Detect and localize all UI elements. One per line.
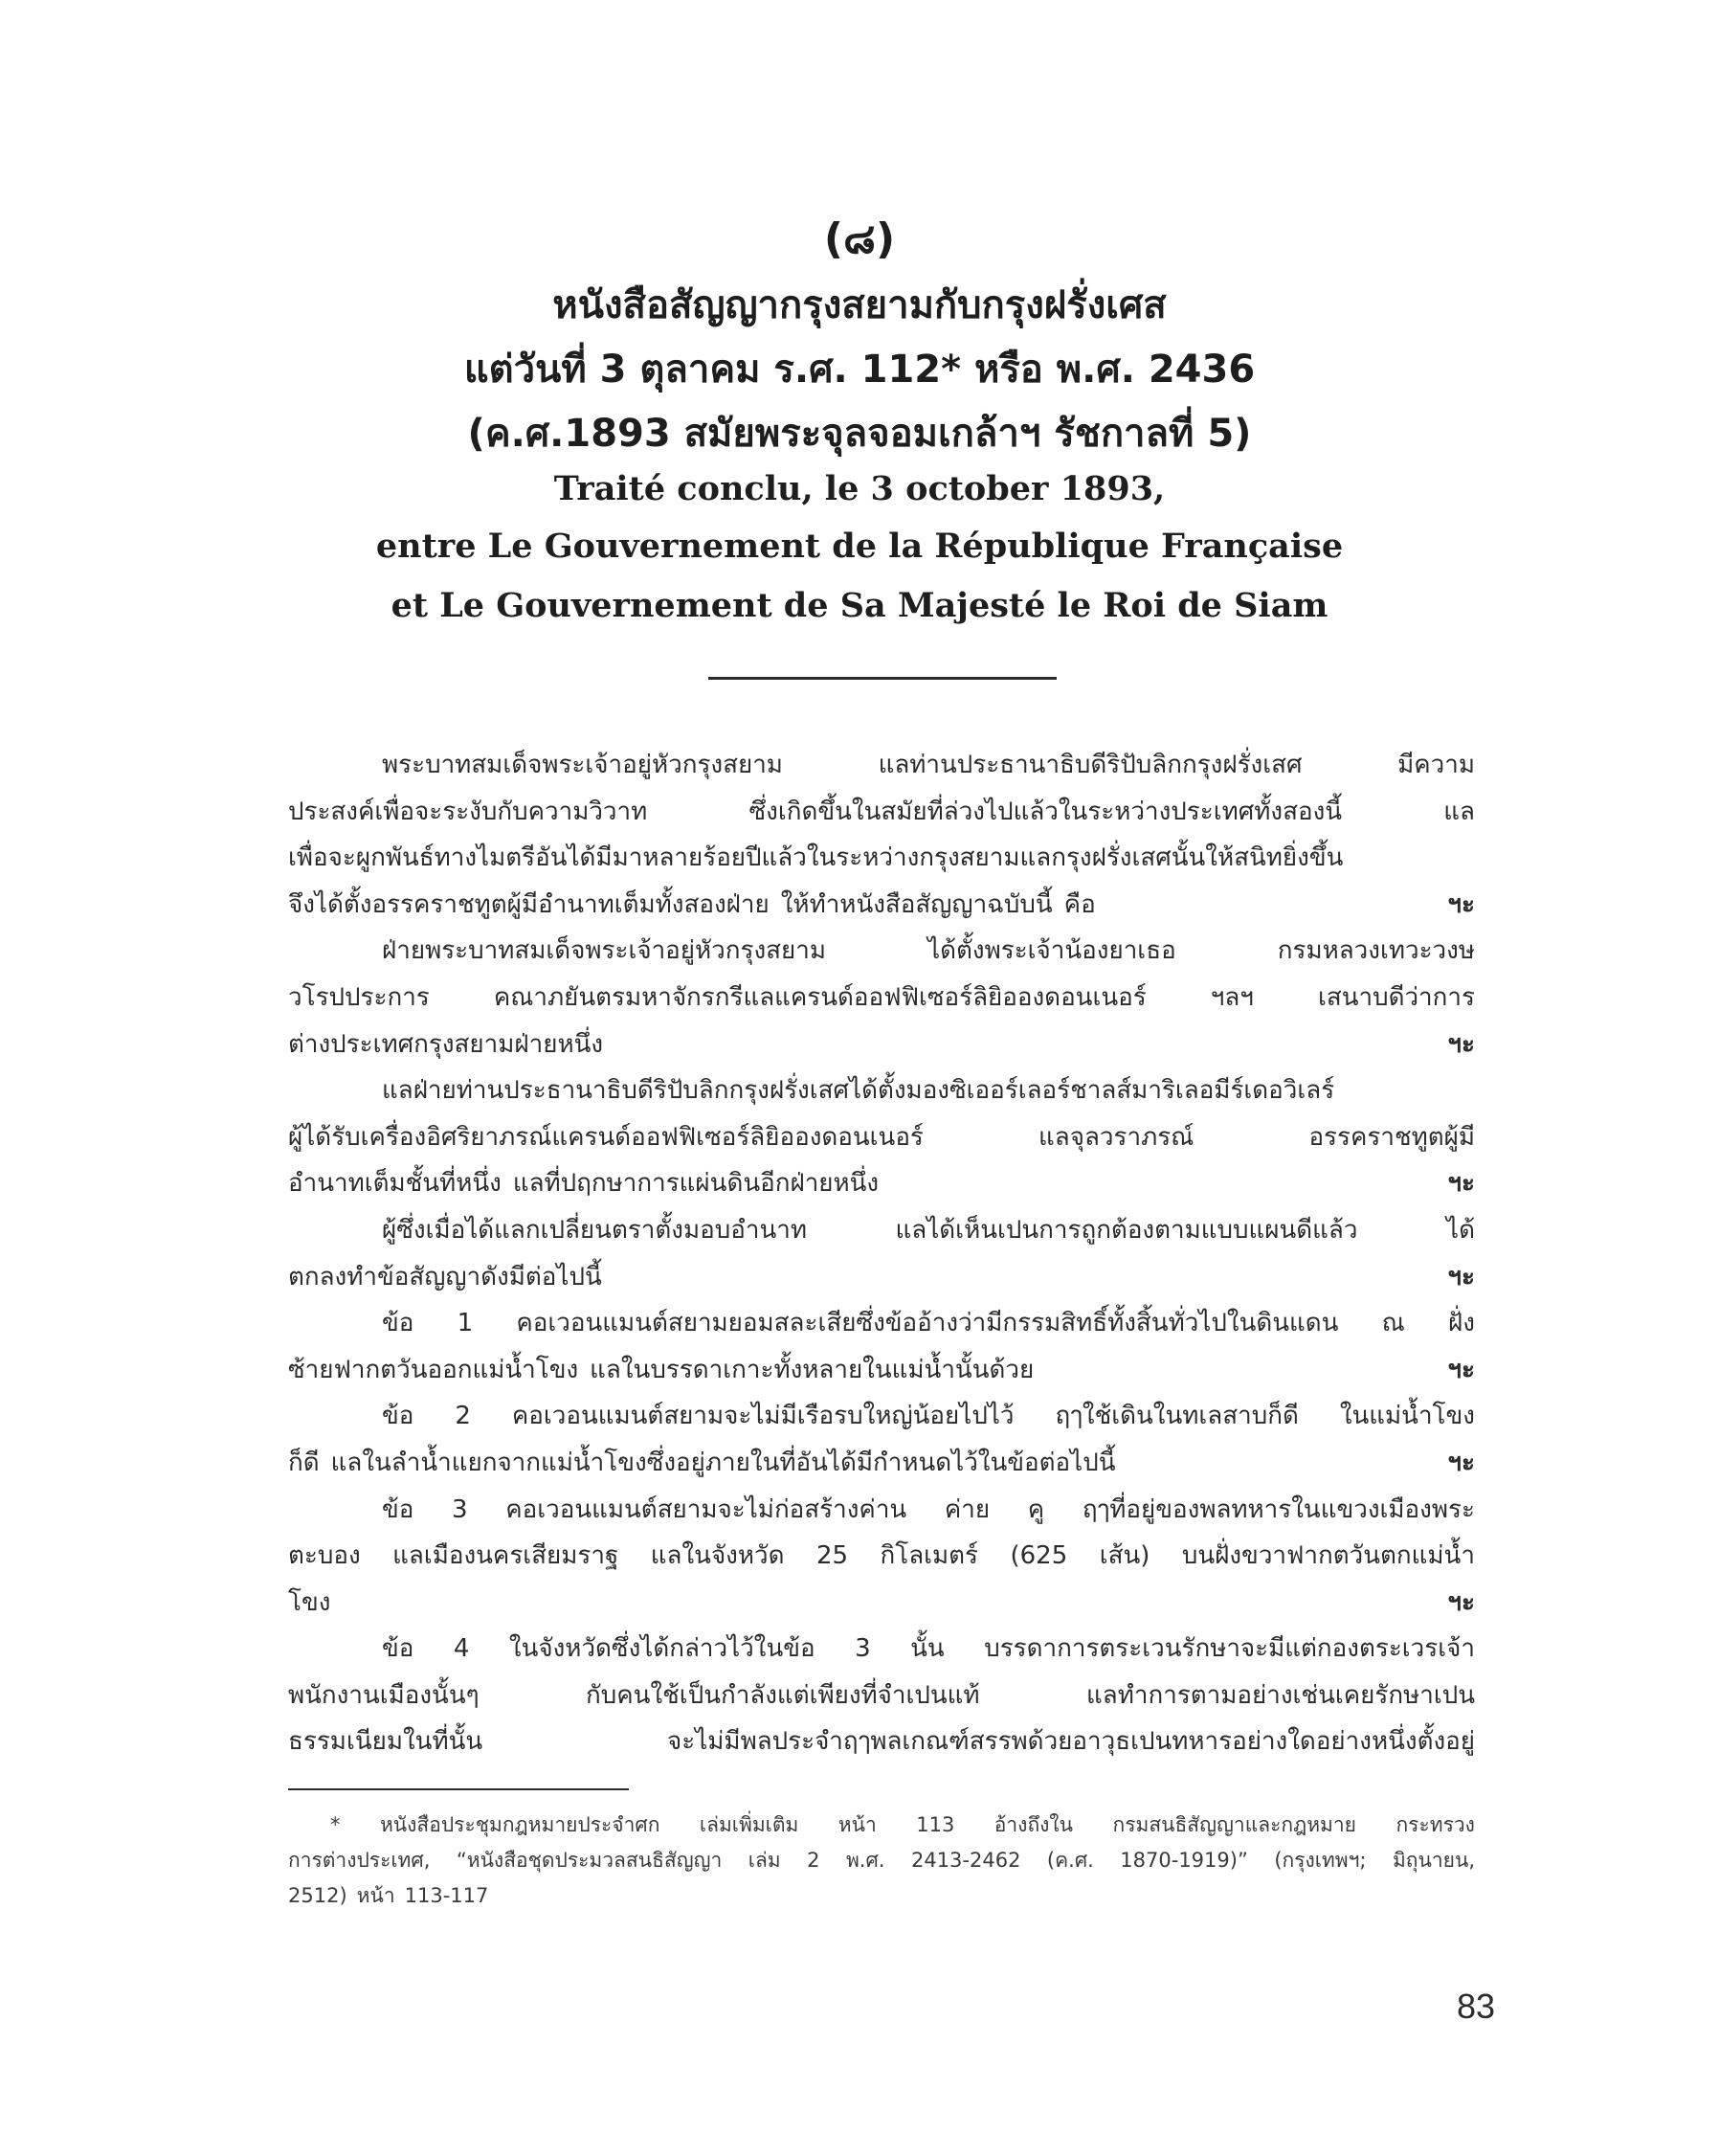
body-line: พระบาทสมเด็จพระเจ้าอยู่หัวกรุงสยาม แลท่านประธานาธิบดีริปับลิกกรุงฝรั่งเสศ มีความ — [382, 751, 1475, 779]
footnote-line: 2512) หน้า 113-117 — [288, 1884, 489, 1907]
body-line: ฝ่ายพระบาทสมเด็จพระเจ้าอยู่หัวกรุงสยาม ได้ตั้งพระเจ้าน้องยาเธอ กรมหลวงเทวะวงษ — [382, 936, 1475, 966]
body-line: แลฝ่ายท่านประธานาธิบดีริปับลิกกรุงฝรั่งเสศได้ตั้งมองซิเออร์เลอร์ชาลส์มาริเลอมีร์เดอวิเลร์ — [382, 1076, 1335, 1106]
body-line: จึงได้ตั้งอรรคราชทูตผู้มีอำนาทเต็มทั้งสองฝ่าย ให้ทำหนังสือสัญญาฉบับนี้ คือ ฯะ — [288, 882, 1475, 929]
page-number: 83 — [1456, 1987, 1495, 2026]
body-line: ต่างประเทศกรุงสยามฝ่ายหนึ่ง ฯะ — [288, 1022, 1475, 1068]
body-line: ผู้ได้รับเครื่องอิศริยาภรณ์แครนด์ออฟฟิเซอร์ลิยิอองดอนเนอร์ แลจุลวราภรณ์ อรรคราชทูตผู้มี — [288, 1122, 1475, 1152]
thai-title-line-3: (ค.ศ.1893 สมัยพระจุลจอมเกล้าฯ รัชกาลที่ 5) — [467, 412, 1252, 456]
french-title-line-2: entre Le Gouvernement de la République Française — [375, 527, 1344, 566]
paragraph-end-mark: ฯะ — [1447, 889, 1475, 919]
title-divider — [708, 677, 1057, 680]
paragraph-end-mark: ฯะ — [1447, 1448, 1475, 1477]
body-line: วโรปประการ คณาภยันตรมหาจักรกรีแลแครนด์ออฟฟิเซอร์ลิยิอองดอนเนอร์ ฯลฯ เสนาบดีว่าการ — [288, 982, 1475, 1012]
body-line: ข้อ 1 คอเวอนแมนต์สยามยอมสละเสียซึ่งข้ออ้างว่ามีกรรมสิทธิ์ทั้งสิ้นทั่วไปในดินแดน ณ ฝั่ง — [382, 1309, 1475, 1338]
body-line: ซ้ายฟากตวันออกแม่น้ำโขง แลในบรรดาเกาะทั้งหลายในแม่น้ำนั้นด้วย ฯะ — [288, 1347, 1475, 1394]
footnote — [288, 1808, 1475, 1914]
paragraph-end-mark: ฯะ — [1447, 1587, 1475, 1617]
thai-title-line-1: หนังสือสัญญากรุงสยามกับกรุงฝรั่งเศส — [552, 283, 1167, 327]
body-line: ตกลงทำข้อสัญญาดังมีต่อไปนี้ ฯะ — [288, 1254, 1475, 1301]
paragraph-end-mark: ฯะ — [1447, 1029, 1475, 1059]
body-line: อำนาทเต็มชั้นที่หนึ่ง แลที่ปฤกษาการแผ่นดินอีกฝ่ายหนึ่ง ฯะ — [288, 1160, 1475, 1207]
french-title-line-1: Traité conclu, le 3 october 1893, — [553, 469, 1166, 508]
thai-title-line-2: แต่วันที่ 3 ตุลาคม ร.ศ. 112* หรือ พ.ศ. 2436 — [463, 348, 1256, 392]
body-line: ข้อ 2 คอเวอนแมนต์สยามจะไม่มีเรือรบใหญ่น้อยไปไว้ ฤๅใช้เดินในทเลสาบก็ดี ในแม่น้ำโขง — [382, 1402, 1475, 1431]
body-line: ข้อ 3 คอเวอนแมนต์สยามจะไม่ก่อสร้างค่าน ค่าย คู ฤๅที่อยู่ของพลทหารในแขวงเมืองพระ — [382, 1494, 1475, 1524]
body-line: เพื่อจะผูกพันธ์ทางไมตรีอันได้มีมาหลายร้อยปีแล้วในระหว่างกรุงสยามแลกรุงฝรั่งเสศนั้นให้สนิทยิ่งขึ้น — [288, 843, 1344, 873]
body-line: ธรรมเนียมในที่นั้น จะไม่มีพลประจำฤๅพลเกณฑ์สรรพด้วยอาวุธเปนทหารอย่างใดอย่างหนึ่งตั้งอยู่ — [288, 1727, 1475, 1757]
footnote-line: การต่างประเทศ, “หนังสือชุดประมวลสนธิสัญญา เล่ม 2 พ.ศ. 2413-2462 (ค.ศ. 1870-1919)” (กรุงเทพฯ; มิถุนายน, — [288, 1849, 1475, 1872]
paragraph-end-mark: ฯะ — [1447, 1355, 1475, 1384]
french-title-line-3: et Le Gouvernement de Sa Majesté le Roi de Siam — [391, 586, 1328, 625]
body-line: พนักงานเมืองนั้นๆ กับคนใช้เป็นกำลังแต่เพียงที่จำเปนแท้ แลทำการตามอย่างเช่นเคยรักษาเปน — [288, 1680, 1475, 1710]
body-line: ข้อ 4 ในจังหวัดซึ่งได้กล่าวไว้ในข้อ 3 นั้น บรรดาการตระเวนรักษาจะมีแต่กองตระเวรเจ้า — [382, 1634, 1475, 1664]
body-line: ก็ดี แลในลำน้ำแยกจากแม่น้ำโขงซึ่งอยู่ภายในที่อันได้มีกำหนดไว้ในข้อต่อไปนี้ ฯะ — [288, 1440, 1475, 1487]
body-line: ตะบอง แลเมืองนครเสียมราฐ แลในจังหวัด 25 กิโลเมตร์ (625 เส้น) บนฝั่งขวาฟากตวันตกแม่น้ำ — [288, 1541, 1475, 1571]
footnote-divider — [288, 1788, 629, 1790]
body-line: ผู้ซึ่งเมื่อได้แลกเปลี่ยนตราตั้งมอบอำนาท แลได้เห็นเปนการถูกต้องตามแบบแผนดีแล้ว ได้ — [382, 1215, 1475, 1245]
body-line: ประสงค์เพื่อจะระงับกับความวิวาท ซึ่งเกิดขึ้นในสมัยที่ล่วงไปแล้วในระหว่างประเทศทั้งสองนี้ แล — [288, 797, 1475, 826]
body-line: โขง ฯะ — [288, 1580, 1475, 1627]
footnote-line: * หนังสือประชุมกฎหมายประจำศก เล่มเพิ่มเติม หน้า 113 อ้างถึงใน กรมสนธิสัญญาและกฎหมาย กระทรวง — [330, 1813, 1475, 1836]
paragraph-end-mark: ฯะ — [1447, 1262, 1475, 1291]
treaty-body-text — [288, 742, 1475, 1765]
paragraph-end-mark: ฯะ — [1447, 1169, 1475, 1199]
section-number: (๘) — [823, 214, 896, 263]
